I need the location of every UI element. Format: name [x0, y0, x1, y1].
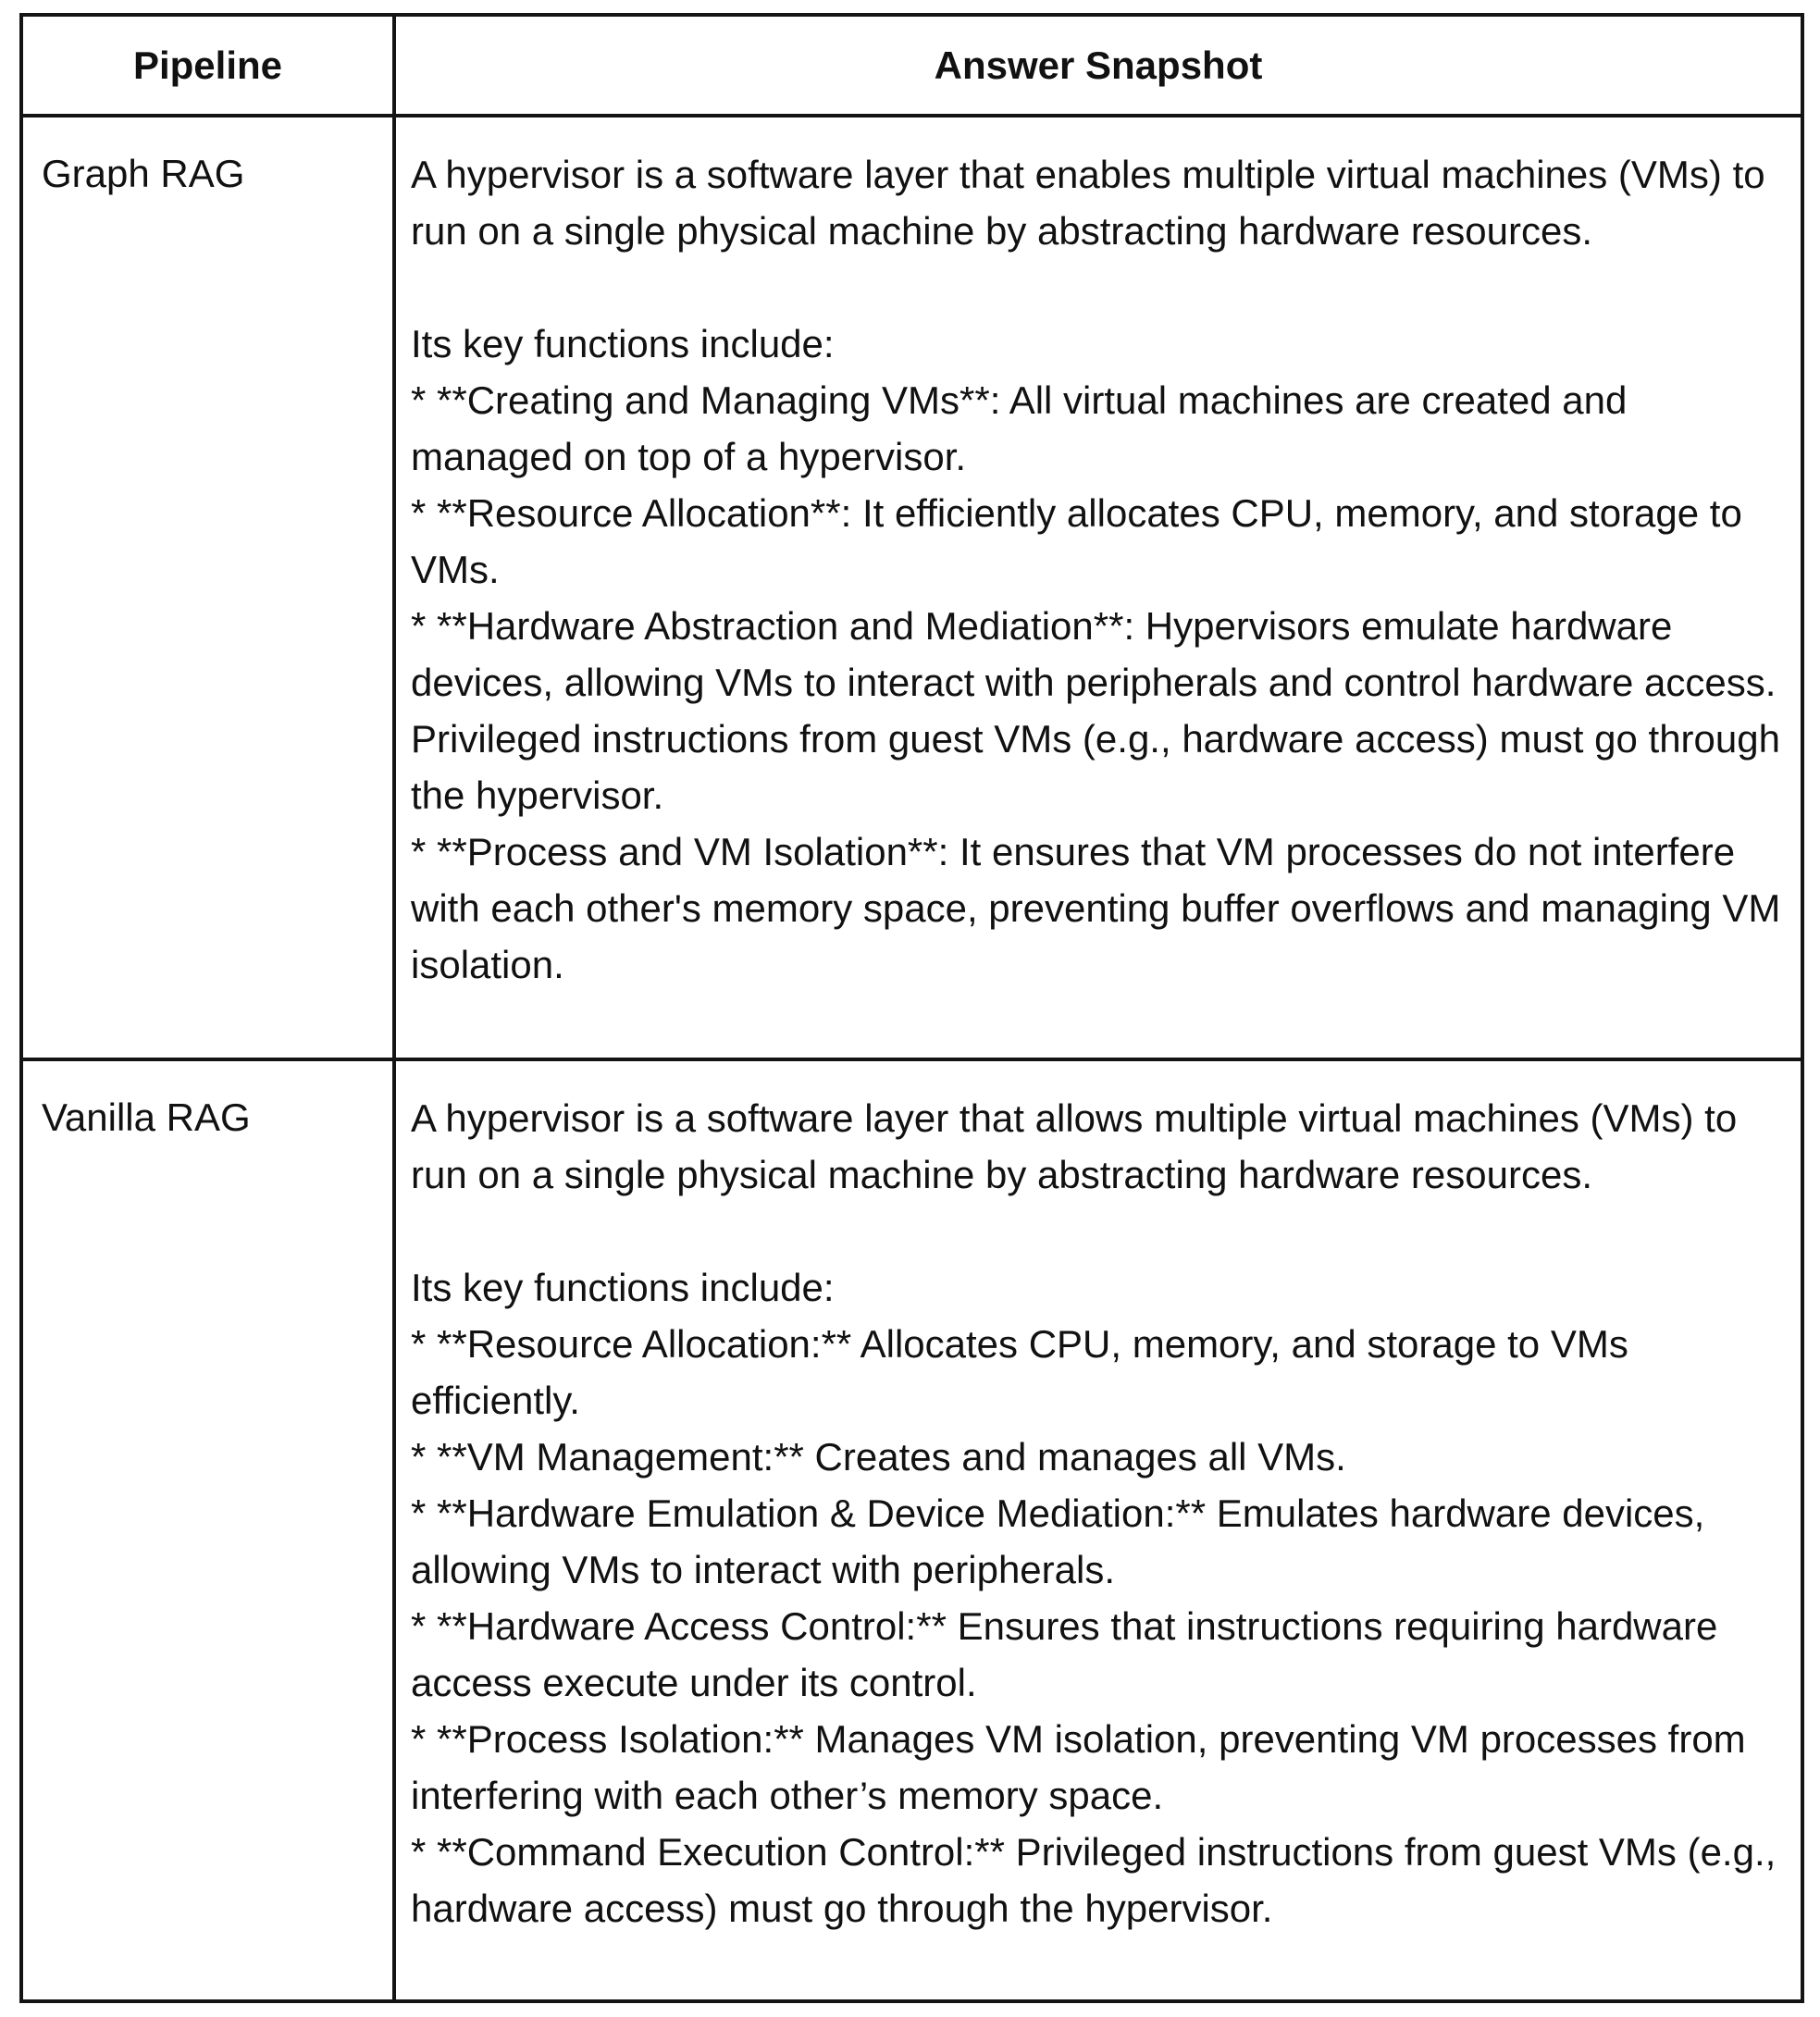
header-rule	[23, 114, 1801, 118]
answer-item: * **Command Execution Control:** Privileged instructions from guest VMs (e.g., hardware access) must go through the hypervisor.	[411, 1830, 1777, 1930]
pipeline-name-graph-rag: Graph RAG	[42, 152, 245, 195]
answer-cell-vanilla-rag	[411, 1090, 1799, 1937]
answer-item: * **VM Management:** Creates and manages all VMs.	[411, 1435, 1346, 1479]
answer-cell-graph-rag	[411, 146, 1799, 993]
answer-intro: A hypervisor is a software layer that enables multiple virtual machines (VMs) to run on a single physical machine by abstracting hardware resources.	[411, 153, 1765, 253]
column-divider	[392, 17, 396, 1999]
answer-intro: A hypervisor is a software layer that allows multiple virtual machines (VMs) to run on a single physical machine by abstracting hardware resources.	[411, 1096, 1738, 1196]
answer-item: * **Hardware Emulation & Device Mediation:** Emulates hardware devices, allowing VMs to interact with peripherals.	[411, 1491, 1705, 1591]
header-answer-snapshot: Answer Snapshot	[934, 43, 1263, 87]
header-pipeline: Pipeline	[132, 43, 283, 87]
comparison-table	[19, 13, 1804, 2003]
answer-item: * **Hardware Access Control:** Ensures that instructions requiring hardware access execute under its control.	[411, 1604, 1718, 1704]
answer-item: * **Resource Allocation**: It efficiently allocates CPU, memory, and storage to VMs.	[411, 491, 1742, 591]
answer-item: * **Resource Allocation:** Allocates CPU, memory, and storage to VMs efficiently.	[411, 1322, 1628, 1422]
answer-lead: Its key functions include:	[411, 1266, 835, 1309]
pipeline-name-vanilla-rag: Vanilla RAG	[42, 1095, 251, 1139]
row-rule	[23, 1058, 1801, 1061]
answer-item: * **Process Isolation:** Manages VM isolation, preventing VM processes from interfering with each other’s memory space.	[411, 1717, 1746, 1817]
answer-lead: Its key functions include:	[411, 322, 835, 365]
answer-item: * **Process and VM Isolation**: It ensures that VM processes do not interfere with each other's memory space, preventing buffer overflows and managing VM isolation.	[411, 830, 1781, 986]
answer-item: * **Creating and Managing VMs**: All virtual machines are created and managed on top of a hypervisor.	[411, 378, 1628, 478]
answer-item: * **Hardware Abstraction and Mediation**: Hypervisors emulate hardware devices, allowing VMs to interact with peripherals and control hardware access. Privileged instructions from guest VMs (e.g., hardware access) must go through the hypervisor.	[411, 604, 1780, 817]
